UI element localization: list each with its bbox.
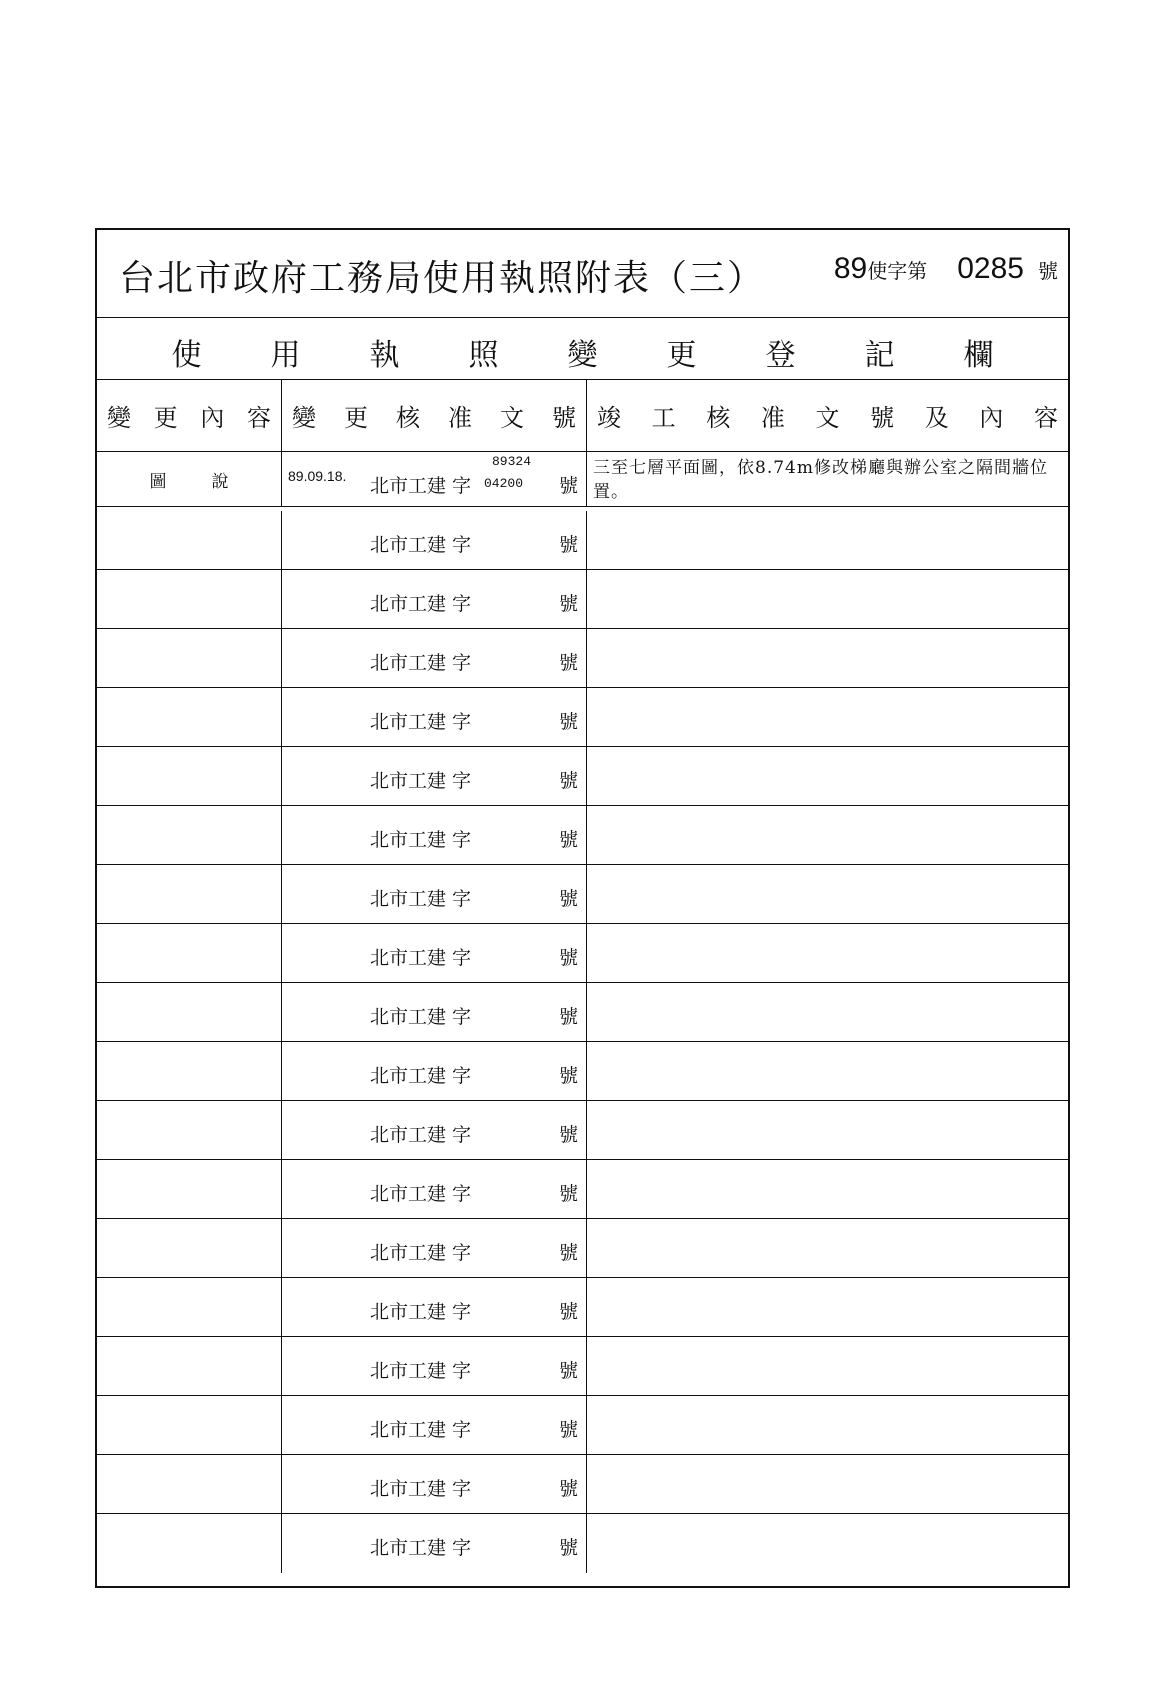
table-row: [97, 511, 1068, 570]
char: 圖: [149, 471, 167, 492]
char: 更: [666, 338, 697, 373]
char: 號: [552, 404, 576, 432]
header-approval-number: [282, 380, 586, 451]
approval-zi: 字: [452, 1065, 472, 1087]
char: 號: [870, 404, 895, 432]
approval-num2: 04200: [484, 476, 524, 491]
table-row: [97, 1455, 1068, 1514]
approval-prefix: 北市工建: [370, 652, 447, 674]
approval-number-cell: [282, 983, 586, 1041]
table-row: [97, 1337, 1068, 1396]
approval-zi: 字: [452, 711, 472, 733]
table-row: [97, 806, 1068, 865]
approval-number-cell: [282, 688, 586, 746]
approval-hao: 號: [558, 829, 578, 851]
approval-hao: 號: [558, 1537, 578, 1559]
table-row: [97, 452, 1068, 507]
char: 照: [468, 338, 499, 373]
approval-hao: 號: [558, 1419, 578, 1441]
char: 容: [1034, 404, 1058, 432]
approval-zi: 字: [452, 1183, 472, 1205]
permit-suffix: 號: [1038, 259, 1058, 283]
approval-hao: 號: [558, 475, 578, 497]
approval-date: 89.09.18.: [288, 468, 347, 484]
header-change-content: [97, 380, 281, 451]
table-row: [97, 983, 1068, 1042]
table-header-row: [97, 380, 1068, 452]
approval-number-cell: [282, 511, 586, 569]
approval-number-cell: [282, 1337, 586, 1395]
approval-number-cell: [282, 747, 586, 805]
approval-zi: 字: [452, 475, 472, 497]
approval-zi: 字: [452, 1537, 472, 1559]
approval-hao: 號: [558, 711, 578, 733]
char: 竣: [597, 404, 621, 432]
char: 文: [500, 404, 524, 432]
approval-zi: 字: [452, 1360, 472, 1382]
permit-mid-label: 使字第: [867, 259, 928, 283]
approval-hao: 號: [558, 1065, 578, 1087]
table-row: [97, 1219, 1068, 1278]
char: 容: [246, 404, 271, 432]
approval-prefix: 北市工建: [370, 1301, 447, 1323]
header-completion: [587, 380, 1068, 451]
permit-number-block: [834, 252, 1058, 286]
approval-number-cell: [282, 629, 586, 687]
approval-prefix: 北市工建: [370, 711, 447, 733]
approval-prefix: 北市工建: [370, 593, 447, 615]
char: 登: [765, 338, 796, 373]
approval-zi: 字: [452, 1006, 472, 1028]
approval-hao: 號: [558, 1242, 578, 1264]
approval-number-cell: [282, 1160, 586, 1218]
table-row: [97, 865, 1068, 924]
approval-prefix: 北市工建: [370, 829, 447, 851]
char: 記: [864, 338, 895, 373]
char: 准: [760, 404, 785, 432]
form-title: 台北市政府工務局使用執照附表（三）: [119, 258, 766, 299]
char: 欄: [963, 338, 994, 373]
char: 內: [200, 404, 225, 432]
approval-prefix: 北市工建: [370, 1065, 447, 1087]
approval-num1: 89324: [492, 454, 532, 469]
approval-number-cell: [282, 1455, 586, 1513]
char: 變: [107, 404, 131, 432]
table-row: [97, 1160, 1068, 1219]
table-row: [97, 688, 1068, 747]
approval-prefix: 北市工建: [370, 1419, 447, 1441]
approval-zi: 字: [452, 770, 472, 792]
table-row: [97, 924, 1068, 983]
char: 用: [270, 338, 301, 373]
approval-hao: 號: [558, 1183, 578, 1205]
approval-number-cell: [282, 1042, 586, 1100]
approval-prefix: 北市工建: [370, 1537, 447, 1559]
approval-hao: 號: [558, 947, 578, 969]
char: 變: [292, 404, 316, 432]
approval-zi: 字: [452, 593, 472, 615]
approval-prefix: 北市工建: [370, 1478, 447, 1500]
section-title-row: [97, 318, 1068, 380]
approval-number-cell: [282, 924, 586, 982]
approval-number-cell: [282, 1101, 586, 1159]
approval-zi: 字: [452, 1419, 472, 1441]
approval-number-cell: [282, 1219, 586, 1277]
approval-hao: 號: [558, 1478, 578, 1500]
approval-zi: 字: [452, 888, 472, 910]
approval-prefix: 北市工建: [370, 534, 447, 556]
form-title-row: [97, 230, 1068, 318]
approval-prefix: 北市工建: [370, 1183, 447, 1205]
approval-prefix: 北市工建: [370, 770, 447, 792]
approval-prefix: 北市工建: [370, 1124, 447, 1146]
approval-hao: 號: [558, 888, 578, 910]
char: 更: [344, 404, 368, 432]
permit-number: 0285: [957, 252, 1024, 285]
table-row: [97, 1396, 1068, 1455]
permit-year: 89: [833, 252, 868, 285]
section-title: [97, 330, 1068, 374]
table-row: [97, 1514, 1068, 1573]
table-row: [97, 570, 1068, 629]
approval-hao: 號: [558, 1301, 578, 1323]
approval-zi: 字: [452, 947, 472, 969]
approval-zi: 字: [452, 829, 472, 851]
char: 核: [706, 404, 731, 432]
change-content-cell: [97, 452, 281, 506]
char: 內: [979, 404, 1004, 432]
usage-permit-annex-form: [95, 228, 1070, 1588]
approval-number-cell: [282, 1278, 586, 1336]
approval-hao: 號: [558, 770, 578, 792]
table-row: [97, 629, 1068, 688]
approval-prefix: 北市工建: [370, 888, 447, 910]
table-row: [97, 747, 1068, 806]
char: 工: [651, 404, 676, 432]
approval-number-cell: [282, 570, 586, 628]
approval-zi: 字: [452, 1124, 472, 1146]
table-row: [97, 1278, 1068, 1337]
approval-hao: 號: [558, 593, 578, 615]
char: 更: [153, 404, 178, 432]
approval-hao: 號: [558, 652, 578, 674]
approval-zi: 字: [452, 1301, 472, 1323]
table-row: [97, 1042, 1068, 1101]
approval-hao: 號: [558, 1006, 578, 1028]
char: 准: [448, 404, 472, 432]
char: 說: [211, 471, 229, 492]
completion-content: 三至七層平面圖，依8.74m修改梯廳與辦公室之隔間牆位置。: [593, 458, 1048, 502]
approval-number-cell: [282, 865, 586, 923]
approval-prefix: 北市工建: [370, 475, 447, 497]
table-row: [97, 1101, 1068, 1160]
approval-prefix: 北市工建: [370, 1006, 447, 1028]
approval-prefix: 北市工建: [370, 947, 447, 969]
approval-number-cell: [282, 452, 586, 506]
approval-hao: 號: [558, 534, 578, 556]
char: 使: [171, 338, 202, 373]
approval-hao: 號: [558, 1360, 578, 1382]
char: 執: [369, 338, 400, 373]
approval-zi: 字: [452, 1478, 472, 1500]
approval-number-cell: [282, 806, 586, 864]
approval-zi: 字: [452, 1242, 472, 1264]
approval-number-cell: [282, 1514, 586, 1573]
char: 文: [815, 404, 840, 432]
approval-hao: 號: [558, 1124, 578, 1146]
approval-zi: 字: [452, 534, 472, 556]
char: 核: [396, 404, 420, 432]
approval-prefix: 北市工建: [370, 1242, 447, 1264]
approval-zi: 字: [452, 652, 472, 674]
approval-number-cell: [282, 1396, 586, 1454]
approval-prefix: 北市工建: [370, 1360, 447, 1382]
char: 及: [924, 404, 949, 432]
char: 變: [567, 338, 598, 373]
